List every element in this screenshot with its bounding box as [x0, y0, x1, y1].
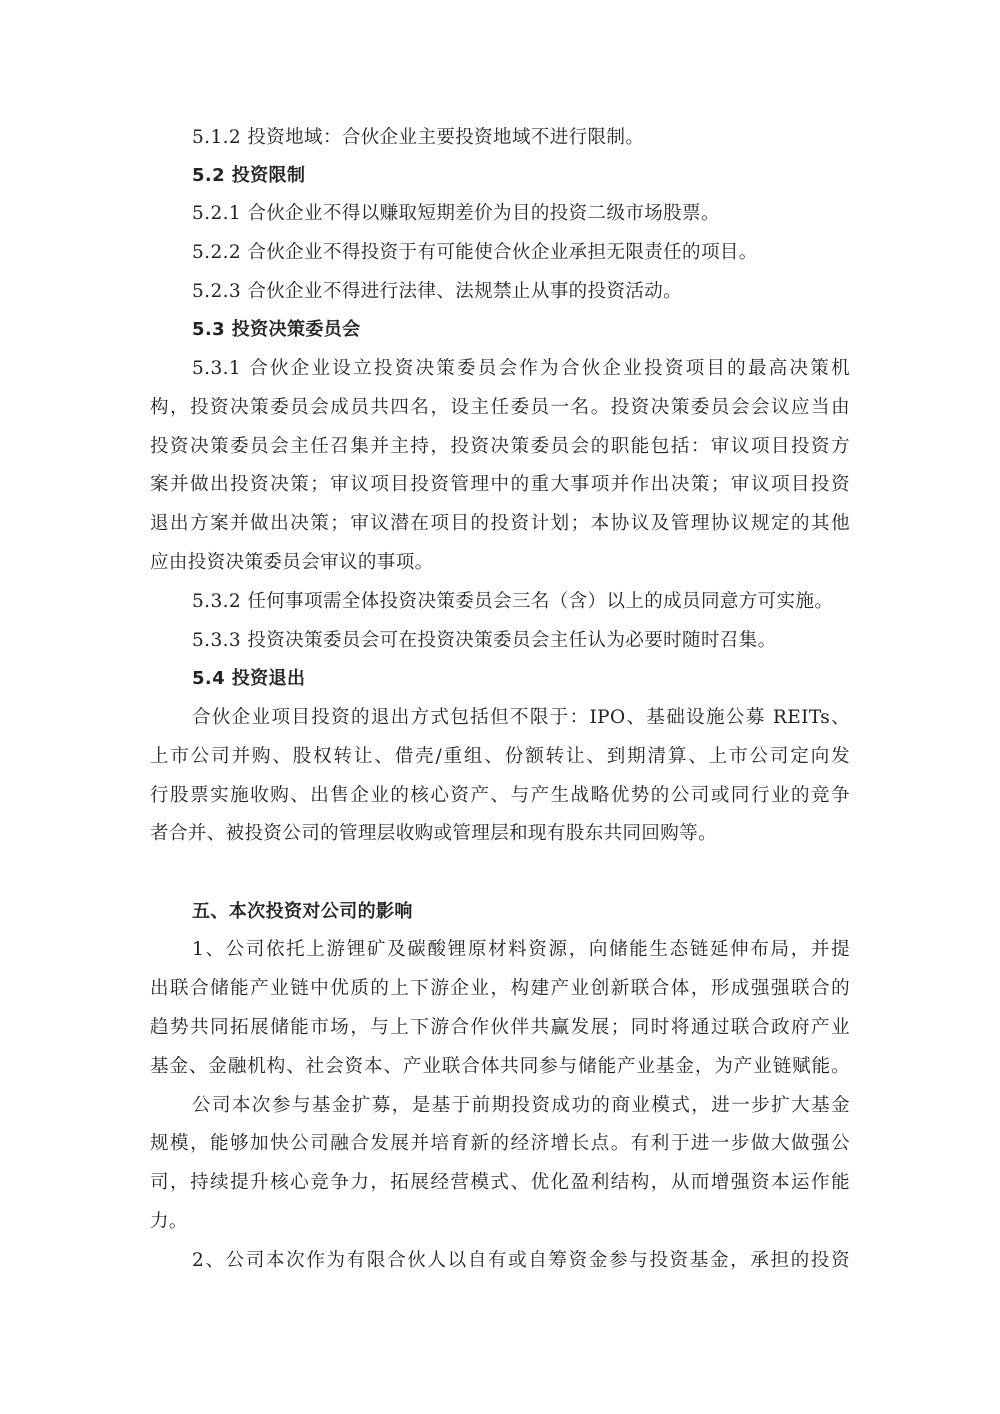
section-heading: 五、本次投资对公司的影响	[192, 901, 413, 922]
paragraph-line: 基金、金融机构、社会资本、产业联合体共同参与储能产业基金，为产业链赋能。	[150, 1056, 850, 1077]
paragraph-line: 5.2.1 合伙企业不得以赚取短期差价为目的投资二级市场股票。	[192, 203, 720, 224]
paragraph-line: 合伙企业项目投资的退出方式包括但不限于：IPO、基础设施公募 REITs、	[192, 707, 850, 728]
paragraph-line: 5.2.3 合伙企业不得进行法律、法规禁止从事的投资活动。	[192, 281, 683, 302]
paragraph-line: 案并做出投资决策；审议项目投资管理中的重大事项并作出决策；审议项目投资	[150, 474, 850, 495]
paragraph-line: 出联合储能产业链中优质的上下游企业，构建产业创新联合体，形成强强联合的	[150, 978, 850, 999]
paragraph-line: 5.3.1 合伙企业设立投资决策委员会作为合伙企业投资项目的最高决策机	[192, 358, 850, 379]
paragraph-line: 者合并、被投资公司的管理层收购或管理层和现有股东共同回购等。	[150, 823, 718, 844]
paragraph-line: 5.3.2 任何事项需全体投资决策委员会三名（含）以上的成员同意方可实施。	[192, 591, 834, 612]
paragraph-line: 5.2.2 合伙企业不得投资于有可能使合伙企业承担无限责任的项目。	[192, 242, 758, 263]
paragraph-line: 趋势共同拓展储能市场，与上下游合作伙伴共赢发展；同时将通过联合政府产业	[150, 1017, 850, 1038]
paragraph-line: 构，投资决策委员会成员共四名，设主任委员一名。投资决策委员会会议应当由	[150, 397, 850, 418]
paragraph-line: 2、公司本次作为有限合伙人以自有或自筹资金参与投资基金，承担的投资	[192, 1250, 850, 1271]
paragraph-line: 司，持续提升核心竞争力，拓展经营模式、优化盈利结构，从而增强资本运作能	[150, 1172, 850, 1193]
section-heading: 5.3 投资决策委员会	[192, 319, 361, 340]
paragraph-line: 退出方案并做出决策；审议潜在项目的投资计划；本协议及管理协议规定的其他	[150, 513, 850, 534]
paragraph-line: 力。	[150, 1211, 188, 1232]
paragraph-line: 5.1.2 投资地域：合伙企业主要投资地域不进行限制。	[192, 127, 645, 148]
paragraph-line: 应由投资决策委员会审议的事项。	[150, 552, 434, 573]
paragraph-line: 5.3.3 投资决策委员会可在投资决策委员会主任认为必要时随时召集。	[192, 630, 777, 651]
paragraph-line: 1、公司依托上游锂矿及碳酸锂原材料资源，向储能生态链延伸布局，并提	[192, 939, 850, 960]
paragraph-line: 规模，能够加快公司融合发展并培育新的经济增长点。有利于进一步做大做强公	[150, 1133, 850, 1154]
paragraph-line: 公司本次参与基金扩募，是基于前期投资成功的商业模式，进一步扩大基金	[192, 1095, 850, 1116]
paragraph-line: 投资决策委员会主任召集并主持，投资决策委员会的职能包括：审议项目投资方	[150, 436, 850, 457]
section-heading: 5.2 投资限制	[192, 165, 306, 186]
paragraph-line: 行股票实施收购、出售企业的核心资产、与产生战略优势的公司或同行业的竞争	[150, 785, 850, 806]
paragraph-line: 上市公司并购、股权转让、借壳/重组、份额转让、到期清算、上市公司定向发	[150, 746, 850, 767]
section-heading: 5.4 投资退出	[192, 668, 306, 689]
